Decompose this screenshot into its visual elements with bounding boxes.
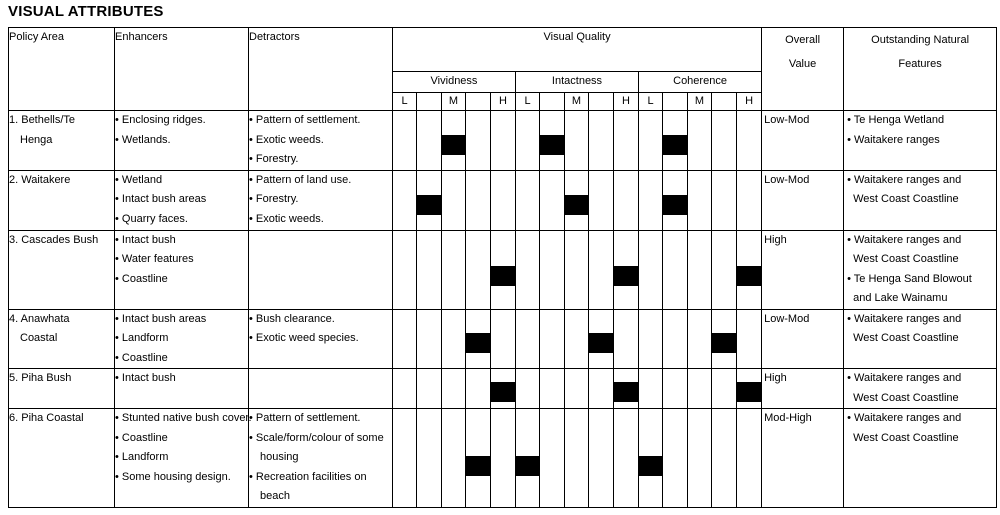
intactness-scale-cell — [589, 111, 614, 171]
policy-area-cell — [9, 111, 115, 171]
coherence-rating-marker — [663, 195, 687, 215]
detractors-cell — [249, 309, 393, 369]
intactness-scale-cell — [516, 111, 540, 171]
detractors-cell — [249, 111, 393, 171]
intactness-rating-marker — [516, 456, 539, 476]
enhancers-line: • Wetlands. — [115, 133, 171, 146]
enhancers-line: • Stunted native bush cover. — [115, 412, 252, 424]
vividness-rating-marker — [491, 266, 515, 286]
coherence-scale-cell — [663, 111, 688, 171]
scale-intactness-0: L — [516, 93, 540, 111]
vividness-rating-marker — [442, 135, 465, 155]
overall-value-cell: Low-Mod — [762, 111, 844, 171]
vividness-scale-cell — [393, 409, 417, 508]
vividness-scale-cell — [442, 369, 466, 409]
policy-area-line: 2. Waitakere — [9, 173, 71, 186]
coherence-scale-cell — [712, 170, 737, 230]
table-body — [9, 111, 997, 508]
intactness-scale-cell — [614, 309, 639, 369]
intactness-scale-cell — [516, 369, 540, 409]
outstanding-cell — [844, 409, 997, 508]
policy-area-cell — [9, 170, 115, 230]
enhancers-line: • Wetland — [115, 173, 163, 186]
enhancers-line: • Intact bush — [115, 233, 176, 246]
policy-area-line: Henga — [20, 133, 53, 146]
intactness-scale-cell — [516, 309, 540, 369]
policy-area-line: 1. Bethells/Te — [9, 114, 76, 126]
coherence-rating-marker — [712, 333, 736, 353]
coherence-scale-cell — [688, 111, 712, 171]
detractors-cell — [249, 170, 393, 230]
header-overall-value — [762, 28, 844, 111]
intactness-rating-marker — [540, 135, 564, 155]
coherence-scale-cell — [688, 369, 712, 409]
coherence-scale-cell — [688, 309, 712, 369]
header-policy-area: Policy Area — [9, 28, 115, 111]
scale-intactness-4: H — [614, 93, 639, 111]
scale-vividness-4: H — [491, 93, 516, 111]
intactness-scale-cell — [565, 309, 589, 369]
vividness-rating-marker — [491, 382, 515, 402]
enhancers-line: • Intact bush areas — [115, 312, 207, 325]
enhancers-line: • Coastline — [115, 351, 168, 364]
header-overall-line2: Value — [788, 58, 817, 70]
vividness-scale-cell — [466, 309, 491, 369]
vividness-scale-cell — [417, 309, 442, 369]
scale-intactness-2: M — [565, 93, 589, 111]
policy-area-line: 6. Piha Coastal — [9, 412, 84, 424]
outstanding-line: • Waitakere ranges and — [847, 312, 962, 325]
intactness-rating-marker — [589, 333, 613, 353]
coherence-rating-marker — [737, 266, 761, 286]
enhancers-line: • Landform — [115, 451, 169, 463]
table-row — [9, 309, 997, 369]
coherence-scale-cell — [688, 230, 712, 309]
coherence-scale-cell — [663, 230, 688, 309]
detractors-line: • Bush clearance. — [249, 312, 335, 325]
header-outstanding-line2: Features — [898, 58, 942, 70]
detractors-line: • Exotic weeds. — [249, 133, 324, 146]
enhancers-line: • Intact bush areas — [115, 193, 207, 205]
coherence-rating-marker — [663, 135, 687, 155]
overall-value-cell: High — [762, 369, 844, 409]
vividness-scale-cell — [417, 170, 442, 230]
detractors-line: housing — [260, 451, 299, 463]
vividness-scale-cell — [491, 170, 516, 230]
detractors-line: • Pattern of settlement. — [249, 114, 361, 126]
intactness-rating-marker — [565, 195, 588, 215]
vividness-scale-cell — [393, 309, 417, 369]
coherence-scale-cell — [737, 309, 762, 369]
enhancers-cell — [115, 111, 249, 171]
detractors-line: beach — [260, 490, 290, 502]
vividness-scale-cell — [442, 170, 466, 230]
coherence-scale-cell — [712, 369, 737, 409]
enhancers-line: • Some housing design. — [115, 470, 231, 483]
enhancers-line: • Coastline — [115, 431, 168, 444]
scale-coherence-4: H — [737, 93, 762, 111]
header-detractors: Detractors — [249, 28, 393, 111]
vividness-scale-cell — [466, 111, 491, 171]
outstanding-line: • Te Henga Wetland — [847, 114, 945, 126]
header-vividness: Vividness — [393, 72, 516, 93]
scale-intactness-1 — [540, 93, 565, 111]
outstanding-cell — [844, 369, 997, 409]
coherence-scale-cell — [663, 309, 688, 369]
intactness-scale-cell — [565, 409, 589, 508]
detractors-line: • Recreation facilities on — [249, 470, 367, 483]
vividness-scale-cell — [442, 111, 466, 171]
intactness-scale-cell — [589, 409, 614, 508]
detractors-cell — [249, 409, 393, 508]
enhancers-cell — [115, 230, 249, 309]
intactness-rating-marker — [614, 266, 638, 286]
vividness-scale-cell — [466, 230, 491, 309]
intactness-scale-cell — [614, 409, 639, 508]
vividness-scale-cell — [417, 369, 442, 409]
header-intactness: Intactness — [516, 72, 639, 93]
outstanding-line: • Waitakere ranges and — [847, 173, 962, 186]
coherence-scale-cell — [639, 170, 663, 230]
coherence-scale-cell — [737, 111, 762, 171]
detractors-line: • Exotic weed species. — [249, 332, 359, 344]
intactness-scale-cell — [589, 230, 614, 309]
coherence-scale-cell — [712, 111, 737, 171]
policy-area-cell — [9, 309, 115, 369]
vividness-scale-cell — [491, 409, 516, 508]
policy-area-line: 4. Anawhata — [9, 312, 70, 325]
intactness-scale-cell — [540, 409, 565, 508]
outstanding-line: • Waitakere ranges and — [847, 412, 962, 424]
intactness-scale-cell — [565, 369, 589, 409]
coherence-scale-cell — [663, 369, 688, 409]
table-row — [9, 369, 997, 409]
outstanding-cell — [844, 230, 997, 309]
vividness-rating-marker — [417, 195, 441, 215]
overall-value-cell: Low-Mod — [762, 170, 844, 230]
detractors-cell — [249, 369, 393, 409]
outstanding-line: West Coast Coastline — [853, 332, 959, 344]
intactness-scale-cell — [540, 170, 565, 230]
intactness-rating-marker — [614, 382, 638, 402]
outstanding-line: West Coast Coastline — [853, 391, 959, 404]
intactness-scale-cell — [516, 409, 540, 508]
coherence-scale-cell — [737, 170, 762, 230]
intactness-scale-cell — [614, 230, 639, 309]
outstanding-line: and Lake Wainamu — [853, 292, 948, 304]
vividness-scale-cell — [393, 170, 417, 230]
outstanding-line: West Coast Coastline — [853, 193, 959, 205]
intactness-scale-cell — [565, 170, 589, 230]
detractors-line: • Exotic weeds. — [249, 212, 324, 225]
coherence-scale-cell — [639, 230, 663, 309]
scale-coherence-0: L — [639, 93, 663, 111]
table-row — [9, 170, 997, 230]
intactness-scale-cell — [516, 170, 540, 230]
visual-attributes-table — [8, 27, 997, 508]
overall-value-cell: Mod-High — [762, 409, 844, 508]
outstanding-line: • Te Henga Sand Blowout — [847, 272, 972, 285]
coherence-scale-cell — [737, 409, 762, 508]
coherence-scale-cell — [737, 230, 762, 309]
scale-coherence-1 — [663, 93, 688, 111]
policy-area-line: 5. Piha Bush — [9, 372, 72, 384]
policy-area-line: Coastal — [20, 332, 58, 344]
outstanding-line: West Coast Coastline — [853, 431, 959, 444]
outstanding-cell — [844, 170, 997, 230]
vividness-scale-cell — [417, 409, 442, 508]
vividness-rating-marker — [466, 333, 490, 353]
policy-area-cell — [9, 369, 115, 409]
vividness-scale-cell — [466, 170, 491, 230]
scale-vividness-3 — [466, 93, 491, 111]
outstanding-cell — [844, 111, 997, 171]
intactness-scale-cell — [540, 111, 565, 171]
policy-area-cell — [9, 409, 115, 508]
table-row — [9, 111, 997, 171]
policy-area-line: 3. Cascades Bush — [9, 233, 99, 246]
detractors-line: • Pattern of settlement. — [249, 412, 361, 424]
vividness-scale-cell — [442, 309, 466, 369]
detractors-line: • Forestry. — [249, 193, 299, 205]
enhancers-line: • Enclosing ridges. — [115, 114, 206, 126]
vividness-scale-cell — [442, 409, 466, 508]
coherence-scale-cell — [712, 309, 737, 369]
coherence-scale-cell — [737, 369, 762, 409]
vividness-scale-cell — [491, 230, 516, 309]
table-row — [9, 409, 997, 508]
header-outstanding-line1: Outstanding Natural — [871, 34, 970, 46]
enhancers-cell — [115, 369, 249, 409]
scale-coherence-2: M — [688, 93, 712, 111]
vividness-scale-cell — [417, 111, 442, 171]
enhancers-line: • Coastline — [115, 272, 168, 285]
coherence-scale-cell — [712, 230, 737, 309]
detractors-line: • Forestry. — [249, 153, 299, 165]
detractors-cell — [249, 230, 393, 309]
header-outstanding-features — [844, 28, 997, 111]
coherence-rating-marker — [737, 382, 761, 402]
vividness-scale-cell — [491, 111, 516, 171]
enhancers-line: • Quarry faces. — [115, 212, 188, 225]
intactness-scale-cell — [565, 230, 589, 309]
overall-value-cell: High — [762, 230, 844, 309]
coherence-scale-cell — [688, 409, 712, 508]
scale-vividness-1 — [417, 93, 442, 111]
outstanding-line: • Waitakere ranges — [847, 133, 940, 146]
vividness-scale-cell — [393, 369, 417, 409]
coherence-scale-cell — [639, 409, 663, 508]
header-coherence: Coherence — [639, 72, 762, 93]
enhancers-cell — [115, 170, 249, 230]
intactness-scale-cell — [540, 369, 565, 409]
enhancers-cell — [115, 409, 252, 508]
coherence-scale-cell — [688, 170, 712, 230]
table-row — [9, 230, 997, 309]
detractors-line: • Pattern of land use. — [249, 173, 352, 186]
scale-vividness-0: L — [393, 93, 417, 111]
scale-coherence-3 — [712, 93, 737, 111]
vividness-scale-cell — [393, 111, 417, 171]
overall-value-cell: Low-Mod — [762, 309, 844, 369]
intactness-scale-cell — [614, 111, 639, 171]
intactness-scale-cell — [589, 369, 614, 409]
intactness-scale-cell — [589, 309, 614, 369]
enhancers-cell — [115, 309, 249, 369]
coherence-scale-cell — [639, 309, 663, 369]
intactness-scale-cell — [614, 170, 639, 230]
coherence-scale-cell — [712, 409, 737, 508]
outstanding-line: West Coast Coastline — [853, 253, 959, 265]
vividness-rating-marker — [466, 456, 490, 476]
page-title: VISUAL ATTRIBUTES — [8, 3, 164, 20]
vividness-scale-cell — [442, 230, 466, 309]
policy-area-cell — [9, 230, 115, 309]
outstanding-line: • Waitakere ranges and — [847, 233, 962, 246]
detractors-line: • Scale/form/colour of some — [249, 431, 384, 444]
intactness-scale-cell — [589, 170, 614, 230]
enhancers-line: • Landform — [115, 332, 169, 344]
header-overall-line1: Overall — [785, 34, 821, 46]
coherence-scale-cell — [639, 111, 663, 171]
outstanding-cell — [844, 309, 997, 369]
header-visual-quality: Visual Quality — [393, 28, 762, 72]
intactness-scale-cell — [516, 230, 540, 309]
vividness-scale-cell — [417, 230, 442, 309]
outstanding-line: • Waitakere ranges and — [847, 372, 962, 384]
scale-vividness-2: M — [442, 93, 466, 111]
coherence-scale-cell — [639, 369, 663, 409]
coherence-scale-cell — [663, 170, 688, 230]
enhancers-line: • Water features — [115, 253, 194, 265]
header-enhancers: Enhancers — [115, 28, 249, 111]
vividness-scale-cell — [491, 369, 516, 409]
coherence-rating-marker — [639, 456, 662, 476]
vividness-scale-cell — [491, 309, 516, 369]
intactness-scale-cell — [540, 309, 565, 369]
intactness-scale-cell — [614, 369, 639, 409]
enhancers-line: • Intact bush — [115, 372, 176, 384]
scale-intactness-3 — [589, 93, 614, 111]
intactness-scale-cell — [565, 111, 589, 171]
vividness-scale-cell — [466, 369, 491, 409]
vividness-scale-cell — [393, 230, 417, 309]
coherence-scale-cell — [663, 409, 688, 508]
intactness-scale-cell — [540, 230, 565, 309]
vividness-scale-cell — [466, 409, 491, 508]
